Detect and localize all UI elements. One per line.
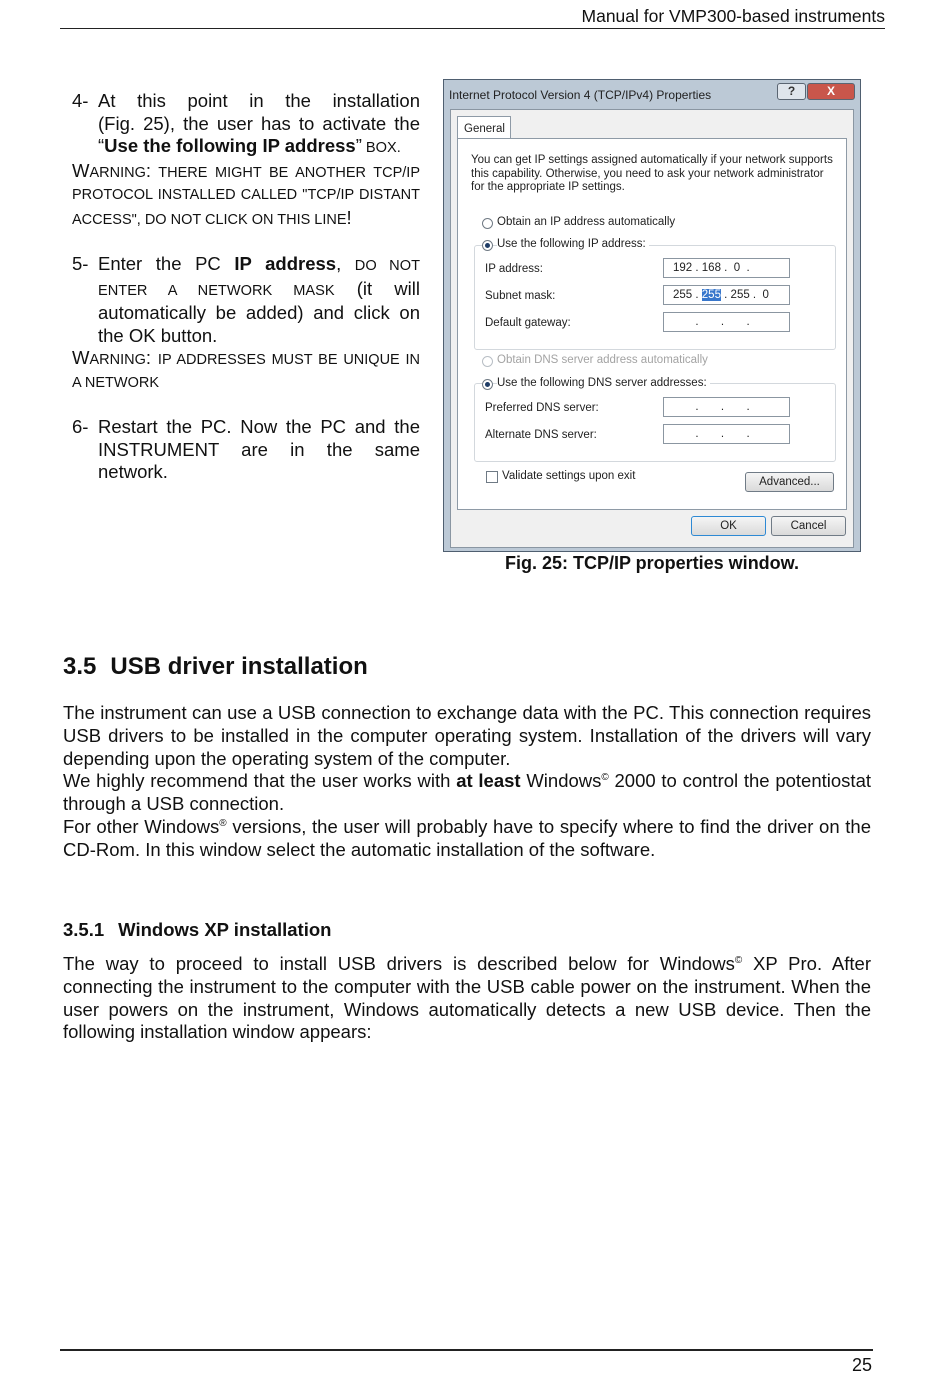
step-4-line-3: “Use the following IP address” BOX.	[98, 135, 401, 156]
obtain-dns-auto-label: Obtain DNS server address automatically	[497, 354, 708, 366]
tcpip-properties-dialog	[443, 79, 861, 552]
paragraph: For other Windows® versions, the user will probably have to specify where to find the driver on the CD-Rom. In this window select the automatic installation of the software.	[63, 815, 871, 860]
validate-checkbox[interactable]	[486, 471, 498, 483]
step-4-line-1: At this point in the installation	[98, 90, 420, 111]
warning-note: WARNING: IP ADDRESSES MUST BE UNIQUE IN A NETWORK	[72, 347, 420, 391]
subnet-mask-label: Subnet mask:	[485, 290, 556, 302]
use-ip-label: Use the following IP address:	[497, 238, 649, 250]
default-gateway-field[interactable]: . . .	[663, 312, 790, 332]
subsection-title: Windows XP installation	[118, 919, 332, 940]
use-dns-label: Use the following DNS server addresses:	[497, 377, 710, 389]
validate-label: Validate settings upon exit	[502, 470, 636, 482]
cancel-button[interactable]: Cancel	[771, 516, 846, 536]
alternate-dns-field[interactable]: . . .	[663, 424, 790, 444]
step-number: 5-	[72, 253, 89, 274]
ip-address-label: IP address:	[485, 263, 543, 275]
section-number: 3.5	[63, 653, 97, 680]
ok-button[interactable]: OK	[691, 516, 766, 536]
dns-group	[474, 383, 836, 462]
ip-address-term: IP address	[234, 253, 337, 274]
step-6	[72, 416, 420, 484]
use-dns-radio[interactable]	[482, 379, 493, 390]
alternate-dns-label: Alternate DNS server:	[485, 429, 597, 441]
footer-rule	[60, 1349, 873, 1351]
subnet-mask-field[interactable]: 255 . 255 . 255 . 0	[663, 285, 790, 305]
ip-address-field[interactable]: 192 . 168 . 0 .	[663, 258, 790, 278]
step-4	[72, 90, 420, 160]
section-title: USB driver installation	[110, 653, 368, 680]
step-number: 6-	[72, 416, 89, 437]
dialog-body	[450, 109, 854, 548]
option-name: Use the following IP address	[104, 135, 356, 156]
section-heading	[63, 653, 368, 681]
obtain-dns-auto-radio[interactable]	[482, 356, 493, 367]
paragraph: The way to proceed to install USB drivers is described below for Windows© XP Pro. After connecting the instrument to the computer with the USB cable power on the instrument. When the user powers on the instrument, Windows automatically detects a new USB device. Then the following installation window appears:	[63, 953, 871, 1043]
use-ip-radio[interactable]	[482, 240, 493, 251]
dialog-title: Internet Protocol Version 4 (TCP/IPv4) Properties	[449, 88, 712, 102]
section-body	[63, 702, 871, 862]
intro-text: You can get IP settings assigned automatically if your network supports this capability. Otherwise, you need to ask your network administrator for the appropriate IP settings.	[471, 154, 833, 193]
default-gateway-label: Default gateway:	[485, 317, 571, 329]
preferred-dns-label: Preferred DNS server:	[485, 402, 599, 414]
preferred-dns-field[interactable]: . . .	[663, 397, 790, 417]
step-5: 5- Enter the PC IP address, DO NOT ENTER A NETWORK MASK (it will automatically be added) and click on the OK button.	[72, 253, 420, 346]
advanced-button[interactable]: Advanced...	[745, 472, 834, 492]
emphasis: at least	[456, 770, 521, 792]
step-6-text: Restart the PC. Now the PC and the INSTRUMENT are in the same network.	[98, 416, 420, 482]
page-number: 25	[851, 1355, 872, 1375]
subsection-body	[63, 953, 871, 1044]
tab-general[interactable]: General	[457, 116, 511, 139]
instruction-steps	[72, 90, 420, 484]
obtain-ip-auto-radio[interactable]	[482, 218, 493, 229]
close-button[interactable]: X	[807, 83, 855, 100]
subsection-heading	[63, 919, 331, 941]
warning-note: WARNING: THERE MIGHT BE ANOTHER TCP/IP PROTOCOL INSTALLED CALLED "TCP/IP DISTANT ACCESS", DO NOT CLICK ON THIS LINE!	[72, 159, 420, 228]
obtain-ip-auto-label: Obtain an IP address automatically	[497, 216, 676, 228]
page-header	[60, 6, 885, 29]
figure-caption: Fig. 25: TCP/IP properties window.	[504, 553, 800, 573]
subsection-number: 3.5.1	[63, 919, 105, 940]
step-4-line-2: (Fig. 25), the user has to activate the	[98, 112, 420, 134]
selected-octet: 255	[701, 289, 721, 301]
paragraph: We highly recommend that the user works with at least Windows© 2000 to control the potentiostat through a USB connection.	[63, 770, 871, 815]
step-number: 4-	[72, 90, 89, 111]
paragraph: The instrument can use a USB connection to exchange data with the PC. This connection requires USB drivers to be installed in the computer operating system. Installation of the drivers will vary depending upon the operating system of the computer.	[63, 702, 871, 769]
general-panel	[457, 138, 847, 510]
help-button[interactable]: ?	[777, 83, 806, 100]
header-title: Manual for VMP300-based instruments	[581, 6, 885, 26]
